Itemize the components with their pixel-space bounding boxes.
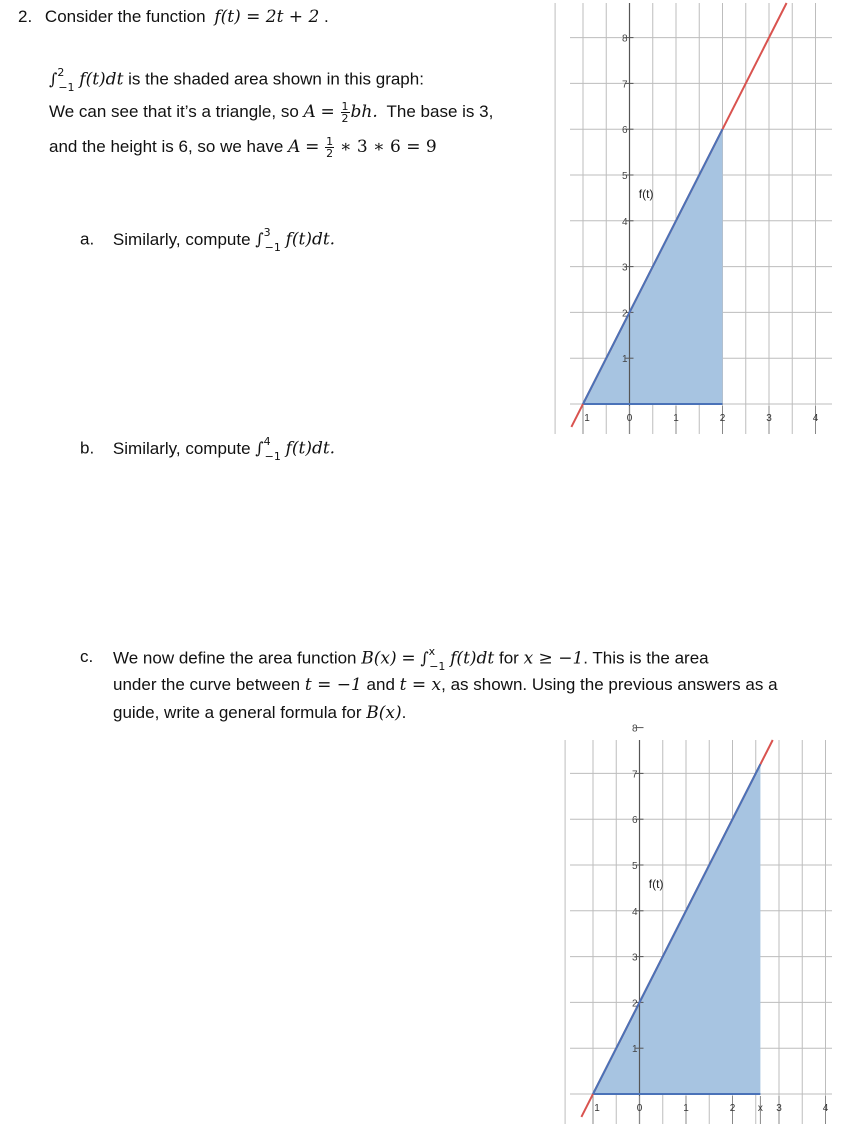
part-b-upper: 4 bbox=[263, 435, 271, 448]
fraction-numerator-2: 1 bbox=[326, 135, 334, 148]
equals-sign-c: = bbox=[401, 648, 416, 669]
part-c-line-3-end: . bbox=[401, 703, 407, 722]
part-b bbox=[80, 435, 336, 464]
x-tick-label: 3 bbox=[766, 413, 772, 424]
part-c-line-1 bbox=[113, 645, 709, 674]
area-variable: A bbox=[303, 101, 316, 122]
part-c-line-3-head: guide, write a general formula for bbox=[113, 703, 362, 722]
function-definition: f(t) = 2t + 2 bbox=[214, 7, 320, 27]
y-tick-label: 3 bbox=[631, 952, 638, 964]
fraction-numerator: 1 bbox=[341, 100, 349, 113]
part-c-text-3: . This is the area bbox=[583, 648, 709, 668]
x-tick-label: 4 bbox=[822, 1103, 829, 1114]
area-variable-2: A bbox=[288, 136, 301, 157]
bx-term-2: B(x) bbox=[366, 703, 402, 723]
fraction-denominator: 2 bbox=[341, 112, 349, 125]
part-b-text: Similarly, compute bbox=[112, 438, 251, 458]
x-tick-label: 2 bbox=[729, 1103, 736, 1114]
function-end: . bbox=[324, 7, 329, 26]
part-c-text-2: for bbox=[498, 648, 519, 668]
example-line-2-head: We can see that it’s a triangle, so bbox=[49, 101, 299, 121]
part-a-upper: 3 bbox=[263, 226, 271, 239]
y-tick-label: 4 bbox=[621, 216, 628, 228]
integral-upper: 2 bbox=[57, 66, 65, 79]
half-fraction bbox=[341, 101, 350, 124]
y-tick-label: 4 bbox=[631, 906, 638, 918]
integral-sign: ∫ bbox=[49, 69, 58, 89]
part-c-label: c. bbox=[80, 647, 94, 666]
example-line-2 bbox=[49, 101, 493, 124]
fraction-denominator-2: 2 bbox=[326, 147, 334, 160]
part-b-label: b. bbox=[80, 438, 95, 458]
y-tick-label: 5 bbox=[631, 861, 638, 872]
problem-header bbox=[18, 7, 329, 27]
x-tick-label: x bbox=[757, 1103, 763, 1114]
equals-sign-2: = bbox=[305, 136, 320, 157]
domain-condition: x ≥ −1 bbox=[523, 648, 584, 669]
y-tick-label: 3 bbox=[621, 262, 628, 274]
integral-sign: ∫ bbox=[255, 229, 264, 249]
integrand: f(t)dt bbox=[79, 69, 124, 90]
part-c-line-2 bbox=[113, 675, 778, 695]
x-tick-label: 1 bbox=[683, 1103, 689, 1114]
part-c-line-2-tail: , as shown. Using the previous answers as a bbox=[441, 675, 778, 694]
x-tick-label: 2 bbox=[719, 413, 726, 424]
x-tick-label: 4 bbox=[812, 413, 819, 424]
y-tick-label: 7 bbox=[631, 769, 638, 781]
x-tick-label: 1 bbox=[673, 413, 679, 424]
t-lower: t = −1 bbox=[304, 675, 362, 695]
part-c-upper: x bbox=[428, 645, 436, 658]
t-upper: t = x bbox=[399, 675, 442, 695]
y-tick-label: 2 bbox=[621, 308, 628, 320]
curve-label: f(t) bbox=[648, 876, 664, 891]
part-c-line-3 bbox=[113, 703, 406, 723]
x-tick-label: 0 bbox=[636, 1103, 643, 1114]
problem-number: 2. bbox=[18, 7, 33, 26]
example-line-3 bbox=[49, 136, 437, 159]
integral-lower: −1 bbox=[58, 81, 75, 95]
part-b-integrand: f(t)dt. bbox=[285, 438, 336, 459]
x-tick-label: 3 bbox=[776, 1103, 782, 1114]
half-fraction-2 bbox=[325, 136, 334, 159]
graph-triangle-area bbox=[570, 0, 840, 440]
curve-label: f(t) bbox=[638, 186, 654, 201]
x-tick-label: 1 bbox=[584, 413, 590, 424]
graph-area-function bbox=[570, 723, 840, 1125]
part-a-integrand: f(t)dt. bbox=[285, 229, 336, 250]
bh-term: bh. bbox=[350, 101, 378, 122]
y-tick-label: 8 bbox=[631, 723, 638, 735]
y-tick-label: 6 bbox=[631, 815, 638, 827]
example-line-3-head: and the height is 6, so we have bbox=[49, 136, 284, 156]
integral-sign: ∫ bbox=[420, 648, 429, 668]
example-line-2-tail: The base is 3, bbox=[386, 101, 494, 121]
y-tick-label: 5 bbox=[621, 171, 628, 182]
equals-sign: = bbox=[320, 101, 335, 122]
y-tick-label: 6 bbox=[621, 125, 628, 137]
integral-sign: ∫ bbox=[255, 438, 264, 458]
example-line-1-tail: is the shaded area shown in this graph: bbox=[128, 69, 424, 89]
part-b-lower: −1 bbox=[264, 450, 281, 464]
x-tick-label: 0 bbox=[626, 413, 633, 424]
part-c-text-1: We now define the area function bbox=[113, 648, 357, 668]
problem-intro: Consider the function bbox=[44, 7, 206, 26]
part-c-lower: −1 bbox=[429, 660, 446, 674]
y-tick-label: 8 bbox=[621, 33, 628, 45]
y-tick-label: 1 bbox=[631, 1044, 638, 1056]
y-tick-label: 2 bbox=[631, 998, 638, 1010]
y-tick-label: 1 bbox=[621, 354, 628, 366]
part-a bbox=[80, 226, 336, 255]
part-a-lower: −1 bbox=[264, 241, 281, 255]
y-tick-label: 7 bbox=[621, 79, 628, 91]
area-result: ∗ 3 ∗ 6 = 9 bbox=[339, 136, 437, 157]
example-line-1 bbox=[49, 66, 424, 95]
part-a-text: Similarly, compute bbox=[112, 229, 251, 249]
part-c-line-2-head: under the curve between bbox=[113, 675, 301, 694]
x-tick-label: 1 bbox=[594, 1103, 600, 1114]
part-c-integrand: f(t)dt bbox=[450, 648, 495, 669]
bx-term: B(x) bbox=[361, 648, 397, 669]
and-word: and bbox=[366, 675, 395, 694]
part-a-label: a. bbox=[80, 229, 95, 249]
